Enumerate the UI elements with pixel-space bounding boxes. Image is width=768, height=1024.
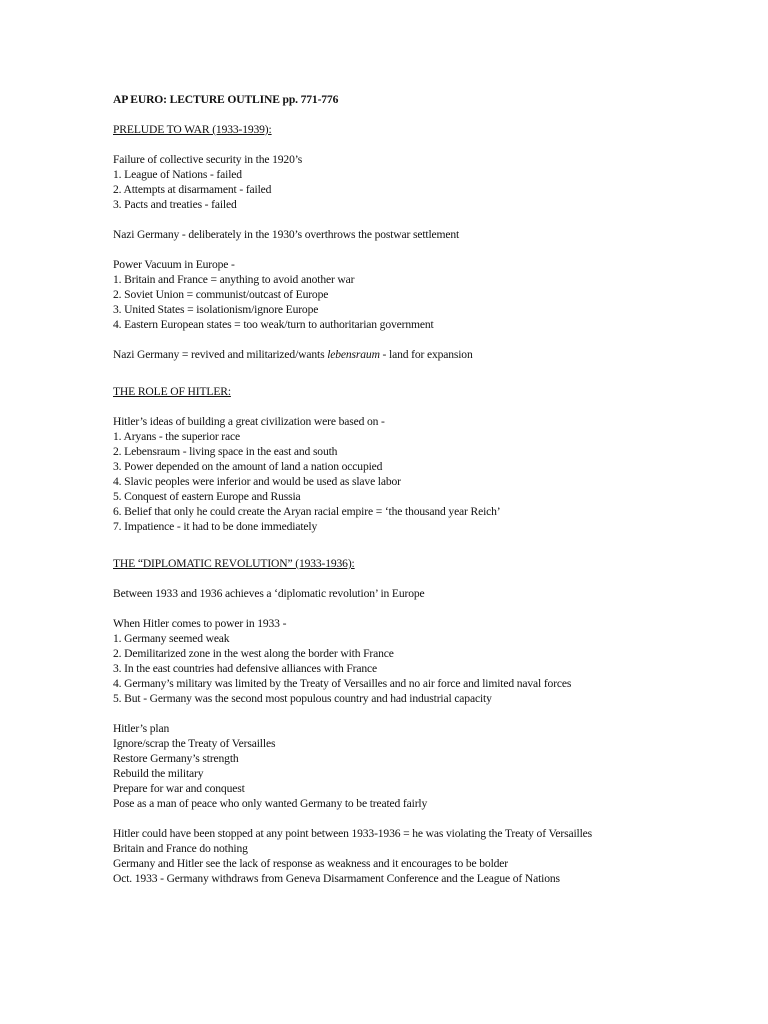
list-item: 3. Pacts and treaties - failed bbox=[113, 198, 237, 211]
final-line: Germany and Hitler see the lack of response as weakness and it encourages to be bolder bbox=[113, 857, 508, 870]
list-item: 5. Conquest of eastern Europe and Russia bbox=[113, 490, 301, 503]
document-page bbox=[113, 92, 743, 886]
final-line: Hitler could have been stopped at any point between 1933-1936 = he was violating the Treaty of Versailles bbox=[113, 827, 593, 840]
list-item: 1. Germany seemed weak bbox=[113, 632, 230, 645]
plan-line: Restore Germany’s strength bbox=[113, 752, 239, 765]
section-heading-hitler: THE ROLE OF HITLER: bbox=[113, 385, 231, 398]
list-item: 4. Slavic peoples were inferior and would be used as slave labor bbox=[113, 475, 401, 488]
plan-line: Rebuild the military bbox=[113, 767, 204, 780]
list-item: 4. Germany’s military was limited by the Treaty of Versailles and no air force and limited naval forces bbox=[113, 677, 572, 690]
final-line: Oct. 1933 - Germany withdraws from Geneva Disarmament Conference and the League of Nations bbox=[113, 872, 560, 885]
list-item: 2. Lebensraum - living space in the east and south bbox=[113, 445, 338, 458]
list-item: 2. Demilitarized zone in the west along the border with France bbox=[113, 647, 394, 660]
list-item: 1. Britain and France = anything to avoid another war bbox=[113, 273, 355, 286]
hitler-intro: Hitler’s ideas of building a great civilization were based on - bbox=[113, 415, 385, 428]
list-item: 3. Power depended on the amount of land a nation occupied bbox=[113, 460, 383, 473]
list-item: 6. Belief that only he could create the Aryan racial empire = ‘the thousand year Reich’ bbox=[113, 505, 501, 518]
final-line: Britain and France do nothing bbox=[113, 842, 248, 855]
document-title: AP EURO: LECTURE OUTLINE pp. 771-776 bbox=[113, 93, 339, 106]
list-item: 5. But - Germany was the second most populous country and had industrial capacity bbox=[113, 692, 492, 705]
section-heading-prelude: PRELUDE TO WAR (1933-1939): bbox=[113, 123, 272, 136]
revived-text bbox=[113, 347, 743, 362]
plan-line: Hitler’s plan bbox=[113, 722, 170, 735]
section-heading-diplomatic: THE “DIPLOMATIC REVOLUTION” (1933-1936): bbox=[113, 557, 355, 570]
list-item: 3. In the east countries had defensive alliances with France bbox=[113, 662, 377, 675]
list-item: 2. Attempts at disarmament - failed bbox=[113, 183, 272, 196]
nazi-overthrow-text: Nazi Germany - deliberately in the 1930’s overthrows the postwar settlement bbox=[113, 228, 460, 241]
list-item: 3. United States = isolationism/ignore Europe bbox=[113, 303, 319, 316]
list-item: 1. Aryans - the superior race bbox=[113, 430, 240, 443]
collective-intro: Failure of collective security in the 1920’s bbox=[113, 153, 303, 166]
list-item: 7. Impatience - it had to be done immediately bbox=[113, 520, 318, 533]
plan-line: Pose as a man of peace who only wanted Germany to be treated fairly bbox=[113, 797, 428, 810]
power-intro: When Hitler comes to power in 1933 - bbox=[113, 617, 287, 630]
lebensraum-term: lebensraum bbox=[327, 348, 380, 361]
list-item: 2. Soviet Union = communist/outcast of Europe bbox=[113, 288, 329, 301]
plan-line: Ignore/scrap the Treaty of Versailles bbox=[113, 737, 276, 750]
list-item: 1. League of Nations - failed bbox=[113, 168, 242, 181]
revived-prefix: Nazi Germany = revived and militarized/wants bbox=[113, 348, 328, 361]
list-item: 4. Eastern European states = too weak/turn to authoritarian government bbox=[113, 318, 434, 331]
revived-suffix: - land for expansion bbox=[379, 348, 473, 361]
plan-line: Prepare for war and conquest bbox=[113, 782, 245, 795]
vacuum-intro: Power Vacuum in Europe - bbox=[113, 258, 235, 271]
diplomatic-intro: Between 1933 and 1936 achieves a ‘diplomatic revolution’ in Europe bbox=[113, 587, 425, 600]
